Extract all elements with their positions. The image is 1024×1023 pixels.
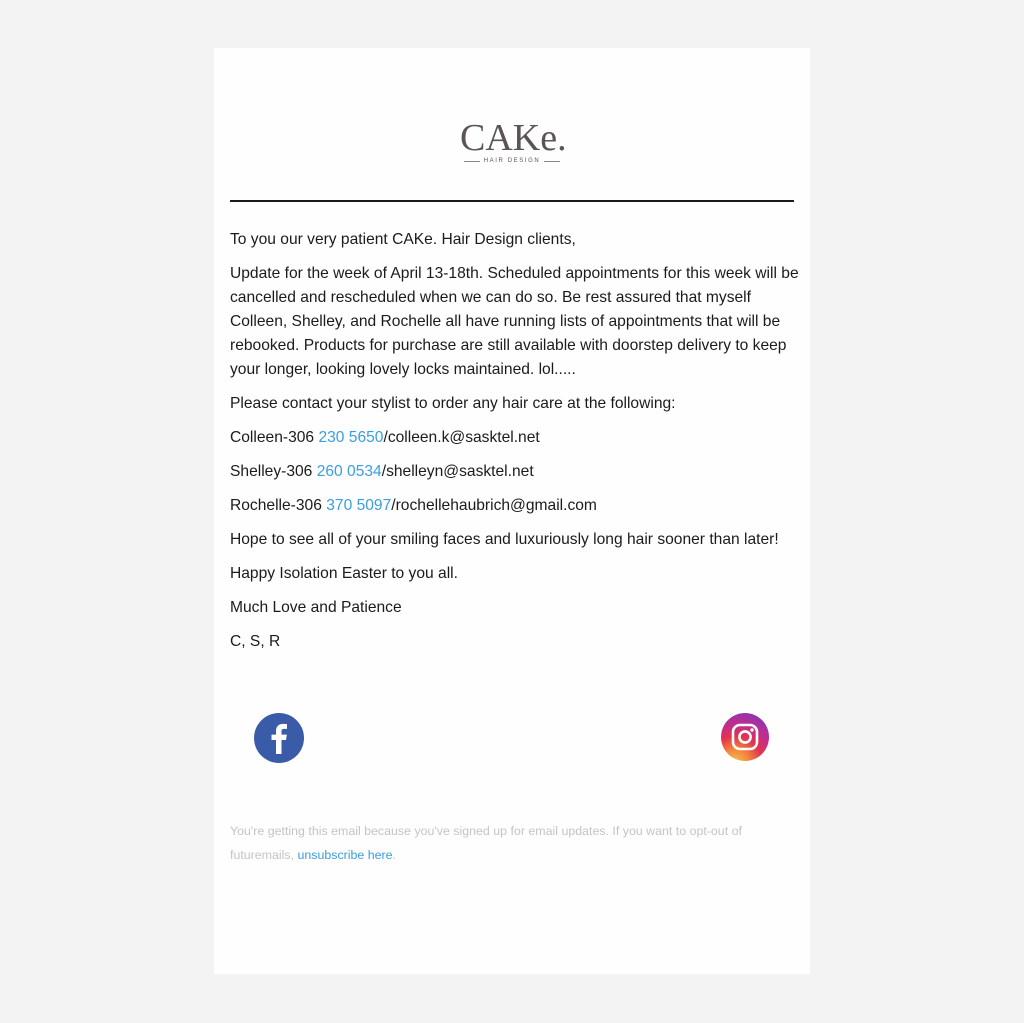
logo-rule-left — [464, 161, 480, 162]
contact-intro: Please contact your stylist to order any hair care at the following: — [230, 395, 676, 412]
contact-shelley — [230, 460, 800, 484]
contact-email: /colleen.k@sasktel.net — [383, 429, 540, 446]
facebook-icon[interactable] — [254, 713, 304, 763]
contact-prefix: Shelley-306 — [230, 463, 317, 480]
message-body — [230, 228, 800, 664]
logo-wordmark: CAKe. — [460, 117, 567, 159]
contact-prefix: Rochelle-306 — [230, 497, 327, 514]
phone-link-shelley[interactable]: 260 0534 — [316, 463, 382, 480]
phone-link-rochelle[interactable]: 370 5097 — [326, 497, 392, 514]
contact-colleen — [230, 426, 800, 450]
footer-text: You're getting this email because you've signed up for email updates. If you want to opt-out of futuremails, — [230, 824, 742, 862]
footer-notice — [230, 819, 790, 867]
update-paragraph: Update for the week of April 13-18th. Scheduled appointments for this week will be cancelled and rescheduled when we can do so. Be rest assured that myself Colleen, Shelley, and Rochelle all have running lists of appointments that will be rebooked. Products for purchase are still available with doorstep delivery to keep your longer, looking lovely locks maintained. lol..... — [230, 265, 799, 378]
instagram-icon[interactable] — [721, 713, 769, 761]
contact-prefix: Colleen-306 — [230, 429, 319, 446]
header-divider — [230, 200, 794, 202]
email-card — [214, 48, 810, 974]
unsubscribe-link[interactable]: unsubscribe here — [297, 848, 393, 862]
phone-link-colleen[interactable]: 230 5650 — [318, 429, 384, 446]
contact-email: /rochellehaubrich@gmail.com — [391, 497, 597, 514]
facebook-glyph — [254, 713, 304, 763]
logo-subtitle: HAIR DESIGN — [483, 158, 541, 164]
contact-email: /shelleyn@sasktel.net — [381, 463, 534, 480]
cake-logo[interactable] — [460, 117, 567, 168]
footer-end: . — [392, 848, 396, 862]
signature: C, S, R — [230, 633, 281, 650]
closing-line: Much Love and Patience — [230, 599, 402, 616]
greeting: To you our very patient CAKe. Hair Design clients, — [230, 231, 576, 248]
contact-rochelle — [230, 494, 800, 518]
instagram-glyph — [721, 713, 769, 761]
hope-paragraph: Hope to see all of your smiling faces and luxuriously long hair sooner than later! — [230, 531, 779, 548]
easter-paragraph: Happy Isolation Easter to you all. — [230, 565, 458, 582]
logo-rule-right — [544, 161, 560, 162]
